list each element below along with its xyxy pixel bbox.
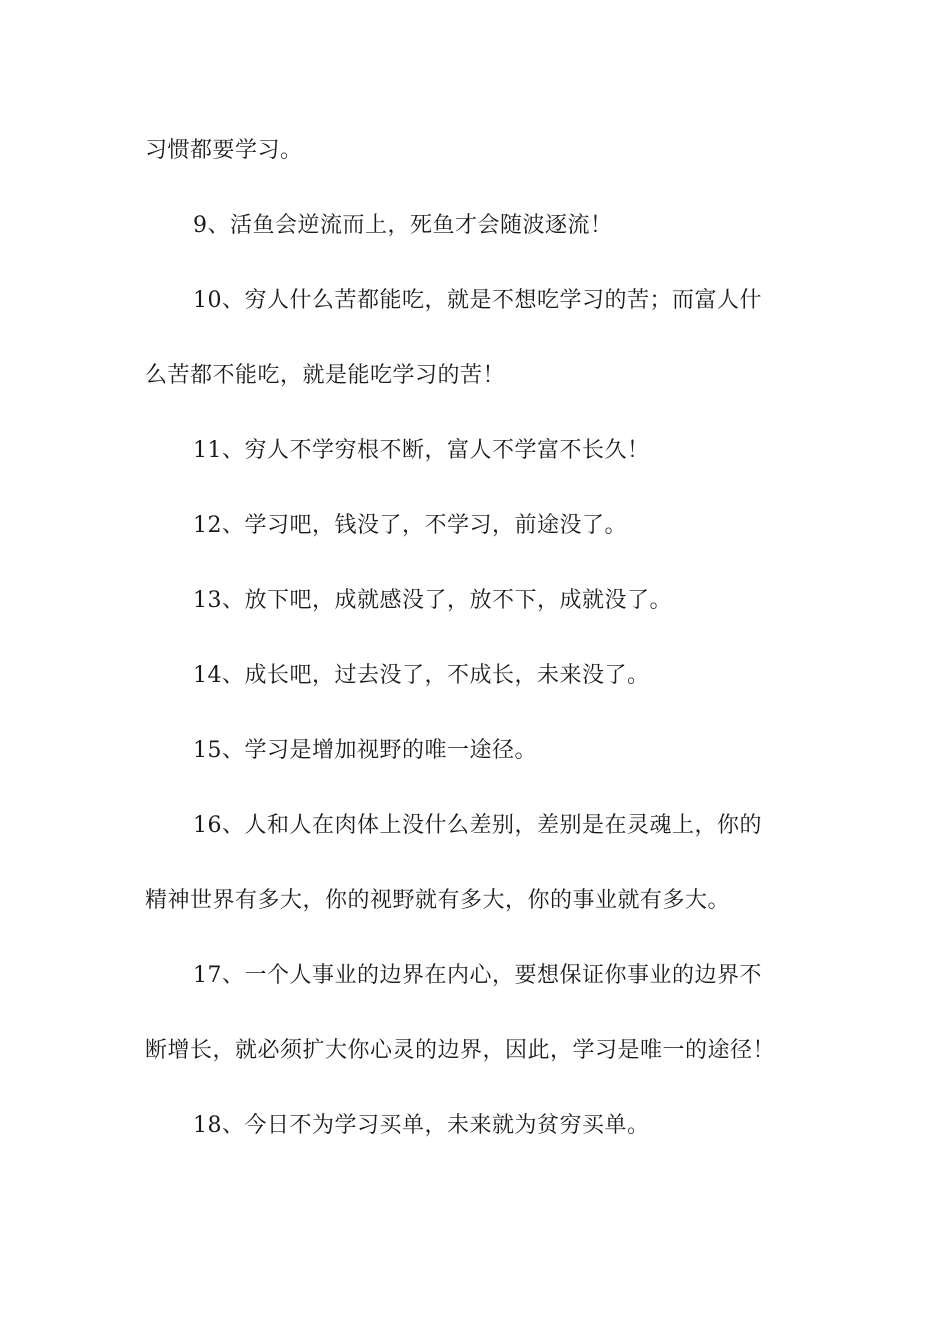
- quote-item-9: 9、活鱼会逆流而上，死鱼才会随波逐流！: [193, 213, 613, 238]
- quote-item-13: 13、放下吧，成就感没了，放不下，成就没了。: [193, 588, 672, 613]
- quote-item-17: 17、一个人事业的边界在内心，要想保证你事业的边界不: [193, 963, 762, 988]
- quote-item-14: 14、成长吧，过去没了，不成长，未来没了。: [193, 663, 650, 688]
- quote-item-15: 15、学习是增加视野的唯一途径。: [193, 738, 537, 763]
- quote-item-11: 11、穷人不学穷根不断，富人不学富不长久！: [193, 438, 650, 463]
- quote-item-12: 12、学习吧，钱没了，不学习，前途没了。: [193, 513, 627, 538]
- quote-item-18: 18、今日不为学习买单，未来就为贫穷买单。: [193, 1113, 650, 1138]
- paragraph-line: 习惯都要学习。: [145, 138, 303, 163]
- quote-item-17-continued: 断增长，就必须扩大你心灵的边界，因此，学习是唯一的途径！: [145, 1038, 776, 1063]
- quote-item-10: 10、穷人什么苦都能吃，就是不想吃学习的苦；而富人什: [193, 288, 762, 313]
- quote-item-10-continued: 么苦都不能吃，就是能吃学习的苦！: [145, 363, 506, 388]
- quote-item-16-continued: 精神世界有多大，你的视野就有多大，你的事业就有多大。: [145, 888, 731, 913]
- quote-item-16: 16、人和人在肉体上没什么差别，差别是在灵魂上，你的: [193, 813, 762, 838]
